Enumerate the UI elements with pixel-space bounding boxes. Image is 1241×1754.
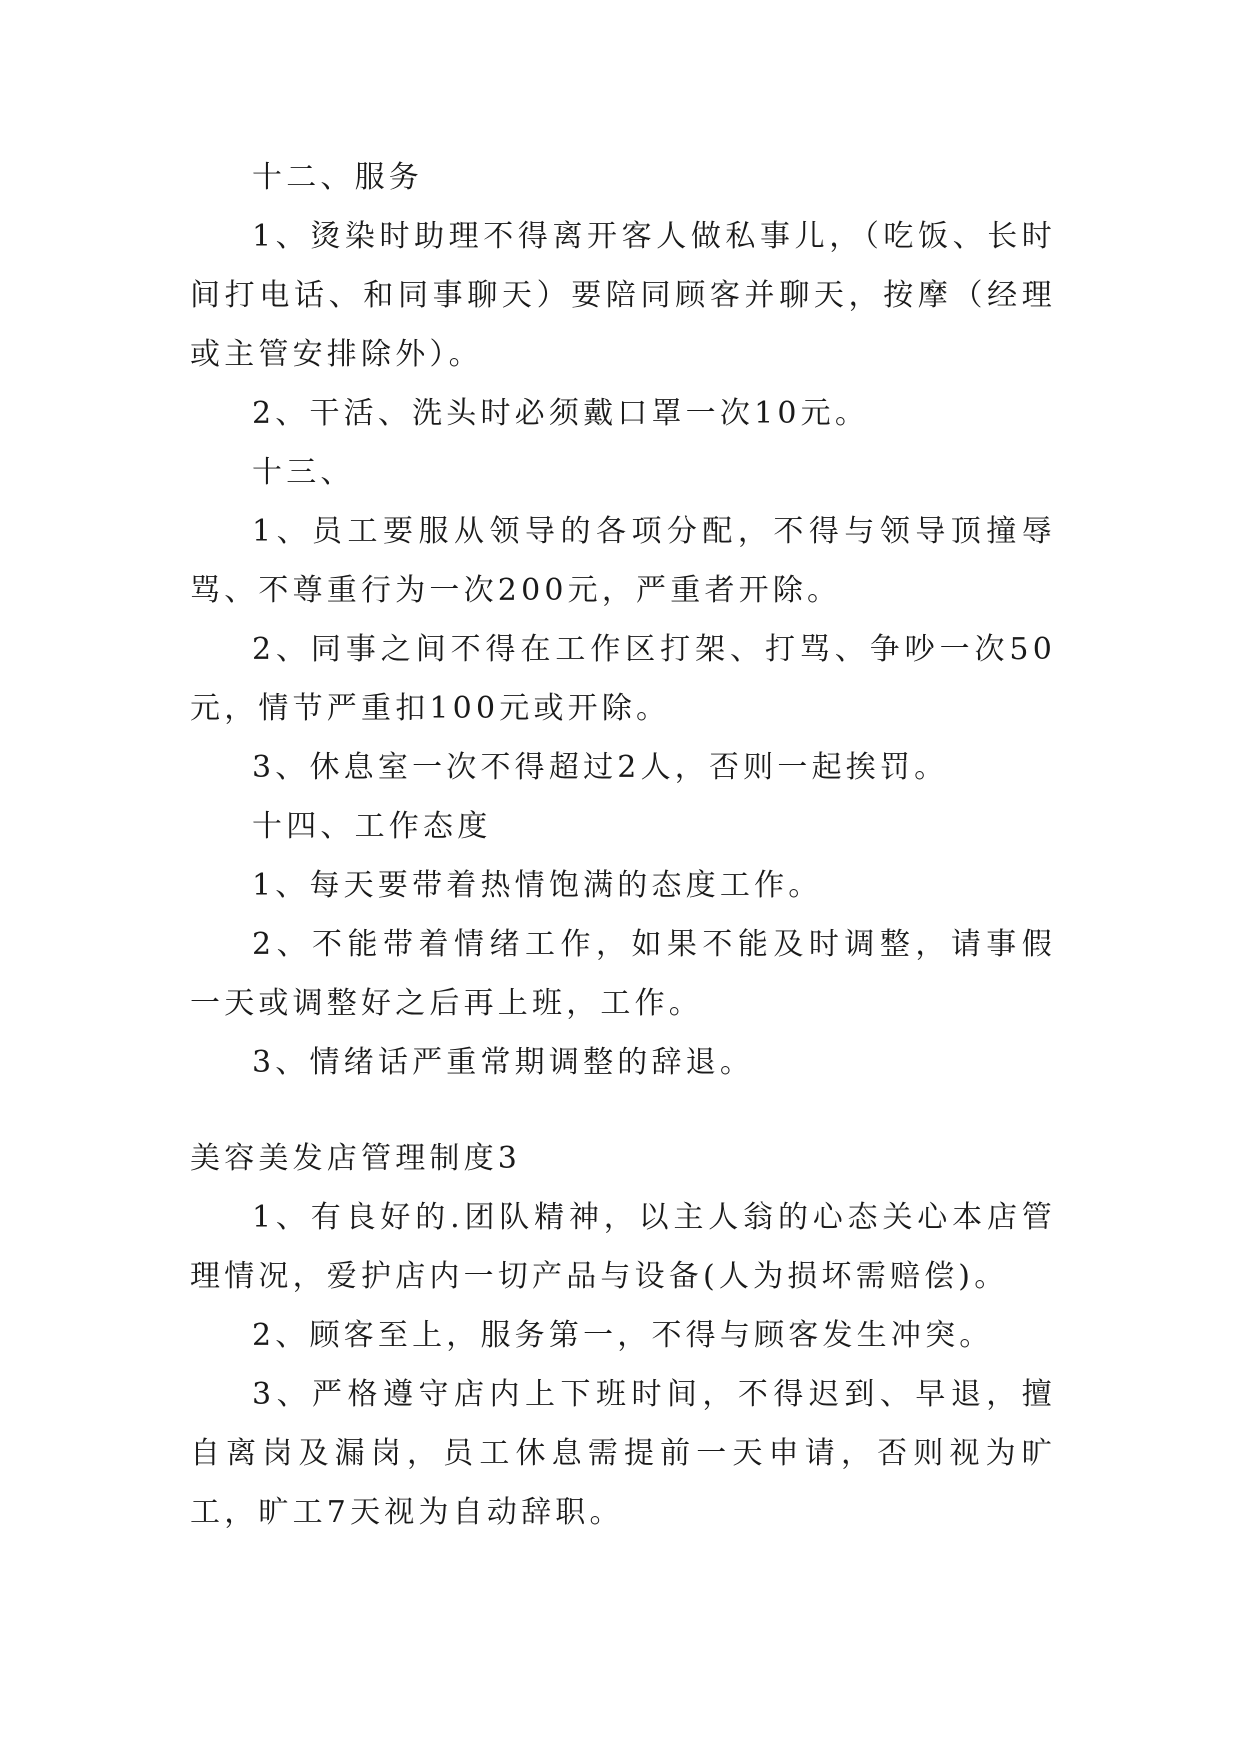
paragraph: 1、员工要服从领导的各项分配，不得与领导顶撞辱骂、不尊重行为一次200元，严重者开除。 [190,514,1056,608]
section-heading-13: 十三、 [252,455,355,490]
document-title: 美容美发店管理制度3 [190,1141,522,1176]
paragraph: 2、同事之间不得在工作区打架、打骂、争吵一次50元，情节严重扣100元或开除。 [190,632,1056,726]
section-heading-12: 十二、服务 [252,160,423,195]
paragraph: 3、情绪话严重常期调整的辞退。 [252,1045,755,1080]
paragraph: 2、干活、洗头时必须戴口罩一次10元。 [252,396,870,431]
paragraph: 1、有良好的.团队精神，以主人翁的心态关心本店管理情况，爱护店内一切产品与设备(人为损坏需赔偿)。 [190,1200,1056,1294]
paragraph: 2、顾客至上，服务第一，不得与顾客发生冲突。 [252,1318,994,1353]
paragraph: 3、休息室一次不得超过2人，否则一起挨罚。 [252,750,949,785]
document-page [190,148,1056,1542]
paragraph: 1、烫染时助理不得离开客人做私事儿，（吃饭、长时间打电话、和同事聊天）要陪同顾客并聊天，按摩（经理或主管安排除外）。 [190,219,1056,372]
paragraph: 1、每天要带着热情饱满的态度工作。 [252,868,823,903]
paragraph: 3、严格遵守店内上下班时间，不得迟到、早退，擅自离岗及漏岗，员工休息需提前一天申请，否则视为旷工，旷工7天视为自动辞职。 [190,1377,1056,1530]
section-heading-14: 十四、工作态度 [252,809,492,844]
paragraph: 2、不能带着情绪工作，如果不能及时调整，请事假一天或调整好之后再上班，工作。 [190,927,1056,1021]
section-gap [190,1092,1056,1129]
